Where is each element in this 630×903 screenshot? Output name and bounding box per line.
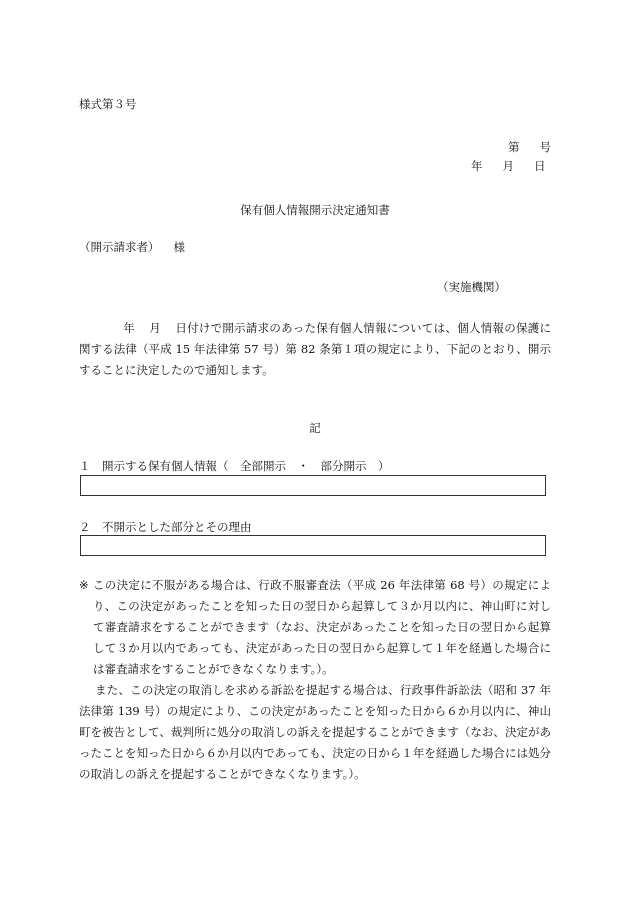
doc-number-dai: 第: [508, 140, 520, 154]
requester-line: [79, 239, 185, 255]
date-month: 月: [502, 159, 514, 173]
date-year: 年: [471, 159, 483, 173]
body-year: 年: [123, 321, 136, 335]
ki-heading: 記: [309, 421, 321, 435]
implementing-agency: （実施機関）: [437, 280, 506, 294]
body-paragraph: [79, 318, 551, 381]
requester-honorific: 様: [173, 240, 185, 254]
note-mark: ※: [79, 578, 89, 592]
note-paragraph-1: この決定に不服がある場合は、行政不服審査法（平成 26 年法律第 68 号）の規定により、この決定があったことを知った日の翌日から起算して３か月以内に、神山町に対して審査請求をすることができます（なお、決定があったことを知った日の翌日から起算して３か月以内であっても、決定があった日の翌日から起算して１年を経過した場合には審査請求をすることができなくなります。）。: [93, 578, 551, 676]
issue-date: [471, 158, 546, 174]
section1-field[interactable]: [80, 475, 546, 496]
doc-number-go: 号: [539, 140, 551, 154]
form-number: 様式第３号: [79, 97, 137, 111]
note-paragraph-2: また、この決定の取消しを求める訴訟を提起する場合は、行政事件訴訟法（昭和 37 年法律第 139 号）の規定により、この決定があったことを知った日から６か月以内に、神山町を被告として、裁判所に処分の取消しの訴えを提起することができます（なお、決定があったことを知った日から６か月以内であっても、決定の日から１年を経過した場合には処分の取消しの訴えを提起することができなくなります。）。: [79, 683, 551, 781]
document-number: [508, 139, 551, 155]
body-text: 日付けで開示請求のあった保有個人情報については、個人情報の保護に関する法律（平成 15 年法律第 57 号）第 82 条第１項の規定により、下記のとおり、開示することに決定したので通知します。: [79, 321, 552, 377]
requester-label: （開示請求者）: [79, 240, 160, 254]
section2-field[interactable]: [80, 535, 546, 556]
date-day: 日: [534, 159, 546, 173]
body-month: 月: [149, 321, 162, 335]
section1-label: １ 開示する保有個人情報（ 全部開示 ・ 部分開示 ）: [79, 459, 390, 473]
document-title: 保有個人情報開示決定通知書: [240, 203, 390, 217]
section2-label: ２ 不開示とした部分とその理由: [79, 520, 252, 534]
